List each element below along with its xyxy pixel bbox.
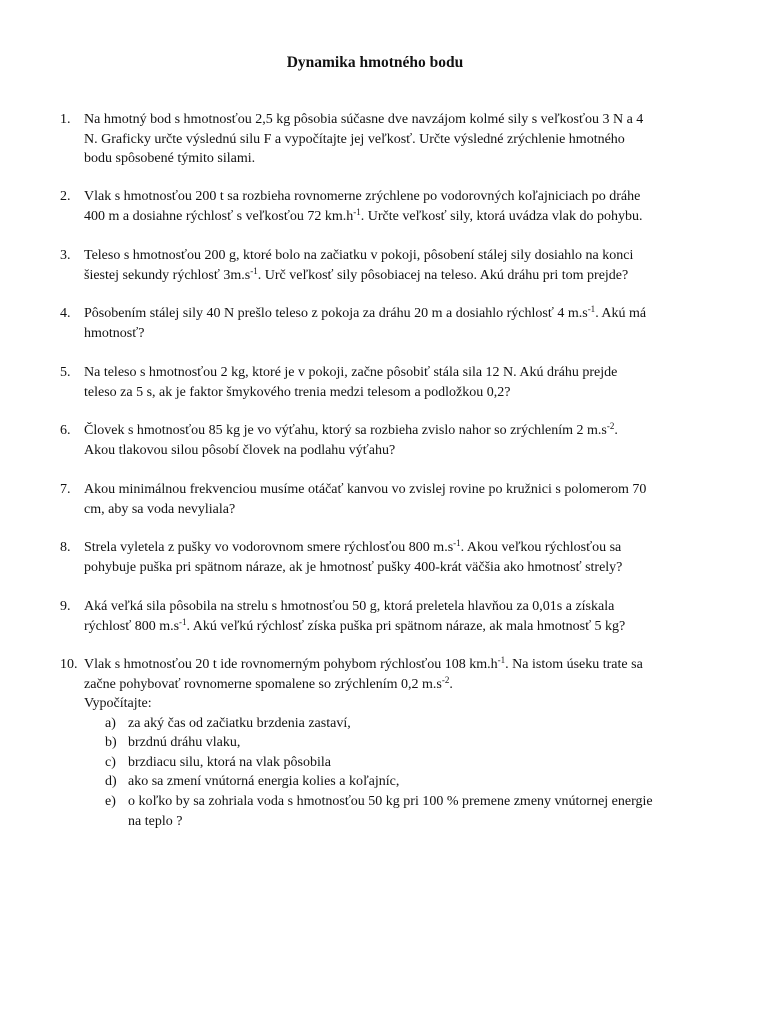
subitem-text [128, 753, 728, 773]
text-segment: . Akú veľkú rýchlosť získa puška pri spätnom náraze, ak mala hmotnosť 5 kg? [186, 618, 626, 634]
subitem-text [128, 772, 728, 792]
text-segment: Vlak s hmotnosťou 200 t sa rozbieha rovnomerne zrýchlene po vodorovných koľajniciach po dráhe [84, 189, 641, 204]
text-line [84, 538, 720, 558]
text-line [84, 149, 720, 169]
text-segment: rýchlosť 800 m.s [84, 618, 180, 634]
text-line: ako sa zmení vnútorná energia kolies a koľajníc, [128, 774, 400, 789]
superscript: -1 [497, 655, 506, 665]
text-line: brzdnú dráhu vlaku, [128, 735, 241, 750]
text-line [84, 617, 720, 637]
text-line [84, 675, 720, 695]
problem-number: 4. [60, 306, 71, 321]
problem-text [84, 538, 720, 577]
text-line [84, 110, 720, 130]
text-line [84, 694, 720, 714]
text-segment: teleso za 5 s, ak je faktor šmykového trenia medzi telesom a podložkou 0,2? [84, 384, 511, 400]
problem-number: 9. [60, 599, 71, 614]
subitem-letter: c) [105, 755, 116, 770]
text-line [84, 246, 720, 266]
text-line [84, 304, 720, 324]
text-segment: . Na istom úseku trate sa [505, 657, 643, 672]
problem-text [84, 304, 720, 343]
problem-text [84, 597, 720, 636]
problem-text [84, 246, 720, 285]
problem-number: 3. [60, 248, 71, 263]
text-line [84, 324, 720, 344]
text-line [84, 480, 720, 500]
text-line: za aký čas od začiatku brzdenia zastaví, [128, 716, 351, 731]
text-segment: Teleso s hmotnosťou 200 g, ktoré bolo na začiatku v pokoji, pôsobení stálej sily dosiahlo na konci [84, 248, 634, 263]
text-line [84, 187, 720, 207]
text-line [84, 421, 720, 441]
superscript: -2 [441, 674, 450, 685]
subitem-text [128, 792, 728, 831]
superscript: -1 [250, 265, 258, 276]
text-segment: Pôsobením stálej sily 40 N prešlo teleso z pokoja za dráhu 20 m a dosiahlo rýchlosť 4 m.s [84, 306, 588, 321]
text-segment: . Akú má [595, 306, 647, 321]
text-line: na teplo ? [128, 813, 183, 829]
text-line [84, 558, 720, 578]
text-segment: Človek s hmotnosťou 85 kg je vo výťahu, ktorý sa rozbieha zvislo nahor so zrýchlením 2 m.s [84, 423, 607, 438]
problem-number: 2. [60, 189, 71, 204]
problem-number: 10. [60, 657, 78, 672]
text-segment: Strela vyletela z pušky vo vodorovnom smere rýchlosťou 800 m.s [84, 540, 454, 555]
text-segment: Na teleso s hmotnosťou 2 kg, ktoré je v pokoji, začne pôsobiť stála sila 12 N. Akú dráhu prejde [84, 365, 618, 380]
problem-number: 7. [60, 482, 71, 497]
text-segment: začne pohybovať rovnomerne spomalene so zrýchlením 0,2 m.s [84, 676, 442, 692]
subitem-letter: a) [105, 716, 116, 731]
superscript: -2 [606, 421, 615, 431]
text-line [84, 266, 720, 286]
subitem-text [128, 733, 728, 753]
subitem-letter: b) [105, 735, 117, 750]
superscript: -1 [587, 304, 596, 314]
text-segment: . [449, 676, 453, 692]
text-line [84, 441, 720, 461]
text-line [84, 500, 720, 520]
problem-text [84, 110, 720, 169]
text-segment: . Určte veľkosť sily, ktorá uvádza vlak do pohybu. [360, 208, 643, 224]
text-segment: N. Graficky určte výslednú silu F a vypočítajte jej veľkosť. Určte výsledné zrýchlenie hmotného [84, 131, 625, 147]
text-line: o koľko by sa zohriala voda s hmotnosťou 50 kg pri 100 % premene zmeny vnútornej energie [128, 794, 653, 809]
text-line [84, 207, 720, 227]
text-line [84, 363, 720, 383]
text-line [84, 597, 720, 617]
problem-number: 1. [60, 112, 71, 127]
problem-number: 5. [60, 365, 71, 380]
problem-text [84, 421, 720, 460]
text-segment: hmotnosť? [84, 325, 145, 341]
superscript: -1 [453, 538, 461, 548]
subitem-letter: d) [105, 774, 117, 789]
text-line: brzdiacu silu, ktorá na vlak pôsobila [128, 755, 331, 770]
text-segment: Aká veľká sila pôsobila na strelu s hmotnosťou 50 g, ktorá preletela hlavňou za 0,01s a získala [84, 599, 615, 614]
text-segment: bodu spôsobené týmito silami. [84, 151, 256, 166]
subitem-text [128, 714, 728, 734]
problem-text [84, 480, 720, 519]
text-segment: . Akou veľkou rýchlosťou sa [460, 540, 622, 555]
problem-number: 8. [60, 540, 71, 555]
problem-text [84, 655, 720, 714]
text-segment: Akou tlakovou silou pôsobí človek na podlahu výťahu? [84, 442, 396, 458]
text-segment: Na hmotný bod s hmotnosťou 2,5 kg pôsobia súčasne dve navzájom kolmé sily s veľkosťou 3 N a 4 [84, 112, 644, 127]
text-segment: . [614, 423, 618, 438]
subitem-letter: e) [105, 794, 116, 809]
text-segment: . Urč veľkosť sily pôsobiacej na teleso. Akú dráhu pri tom prejde? [257, 267, 629, 283]
text-segment: Vlak s hmotnosťou 20 t ide rovnomerným pohybom rýchlosťou 108 km.h [84, 657, 498, 672]
text-line [84, 655, 720, 675]
text-segment: Akou minimálnou frekvenciou musíme otáčať kanvou vo zvislej rovine po kružnici s polomerom 70 [84, 482, 647, 497]
text-segment: Vypočítajte: [84, 696, 152, 711]
problem-number: 6. [60, 423, 71, 438]
text-line [84, 130, 720, 150]
problem-text [84, 363, 720, 402]
document-title: Dynamika hmotného bodu [286, 54, 464, 71]
superscript: -1 [353, 206, 361, 217]
text-line [84, 383, 720, 403]
text-segment: 400 m a dosiahne rýchlosť s veľkosťou 72 km.h [84, 208, 354, 224]
superscript: -1 [179, 616, 187, 627]
text-segment: šiestej sekundy rýchlosť 3m.s [84, 267, 251, 283]
text-segment: pohybuje puška pri spätnom náraze, ak je hmotnosť pušky 400-krát väčšia ako hmotnosť strely? [84, 559, 623, 575]
problem-text [84, 187, 720, 226]
text-segment: cm, aby sa voda nevyliala? [84, 501, 236, 517]
